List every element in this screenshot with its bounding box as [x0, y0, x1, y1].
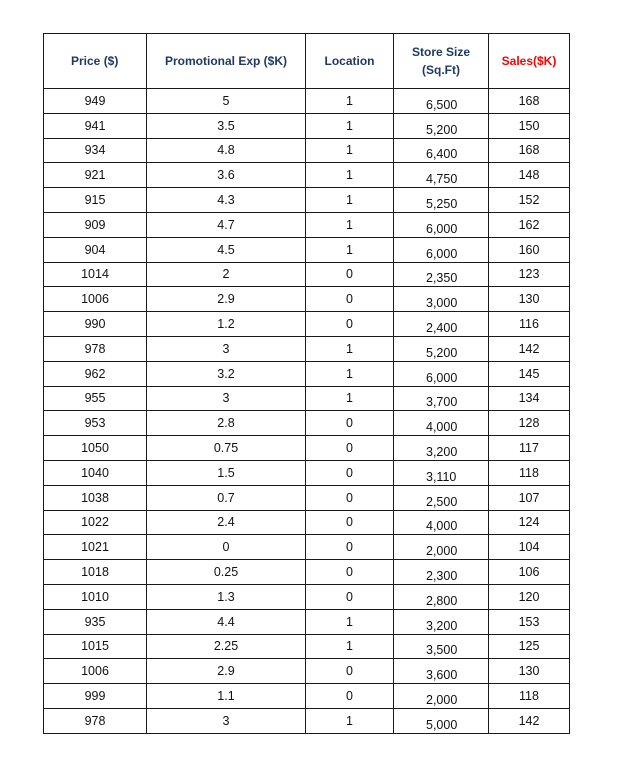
cell-location[interactable]: 1	[306, 634, 394, 659]
cell-store-size[interactable]: 6,000	[394, 237, 489, 262]
cell-location[interactable]: 1	[306, 89, 394, 114]
cell-sales[interactable]: 152	[489, 188, 570, 213]
cell-location[interactable]: 1	[306, 113, 394, 138]
cell-store-size[interactable]: 2,400	[394, 312, 489, 337]
cell-location[interactable]: 1	[306, 609, 394, 634]
cell-store-size[interactable]: 5,200	[394, 113, 489, 138]
cell-promotional-exp[interactable]: 4.4	[147, 609, 306, 634]
cell-price[interactable]: 921	[44, 163, 147, 188]
table-row	[44, 237, 570, 262]
cell-promotional-exp[interactable]: 4.5	[147, 237, 306, 262]
cell-sales[interactable]: 130	[489, 659, 570, 684]
table-row	[44, 361, 570, 386]
cell-store-size[interactable]: 5,200	[394, 336, 489, 361]
cell-promotional-exp[interactable]: 0.25	[147, 560, 306, 585]
cell-location[interactable]: 0	[306, 312, 394, 337]
cell-price[interactable]: 962	[44, 361, 147, 386]
header-promotional-exp[interactable]: Promotional Exp ($K)	[147, 34, 306, 89]
cell-sales[interactable]: 106	[489, 560, 570, 585]
cell-price[interactable]: 941	[44, 113, 147, 138]
cell-price[interactable]: 953	[44, 411, 147, 436]
cell-sales[interactable]: 153	[489, 609, 570, 634]
table-row	[44, 634, 570, 659]
cell-sales[interactable]: 104	[489, 535, 570, 560]
cell-sales[interactable]: 150	[489, 113, 570, 138]
cell-promotional-exp[interactable]: 3.2	[147, 361, 306, 386]
cell-location[interactable]: 0	[306, 411, 394, 436]
cell-sales[interactable]: 118	[489, 460, 570, 485]
cell-location[interactable]: 0	[306, 262, 394, 287]
header-store-size-line2: (Sq.Ft)	[422, 63, 460, 77]
cell-price[interactable]: 1050	[44, 436, 147, 461]
cell-price[interactable]: 1021	[44, 535, 147, 560]
cell-price[interactable]: 934	[44, 138, 147, 163]
cell-sales[interactable]: 162	[489, 212, 570, 237]
cell-promotional-exp[interactable]: 5	[147, 89, 306, 114]
cell-store-size[interactable]: 3,110	[394, 460, 489, 485]
cell-store-size[interactable]: 3,600	[394, 659, 489, 684]
cell-store-size[interactable]: 4,000	[394, 411, 489, 436]
header-sales[interactable]: Sales($K)	[489, 34, 570, 89]
cell-store-size[interactable]: 2,000	[394, 535, 489, 560]
cell-store-size[interactable]: 6,000	[394, 361, 489, 386]
header-row	[44, 34, 570, 89]
cell-store-size[interactable]: 3,700	[394, 386, 489, 411]
cell-location[interactable]: 0	[306, 460, 394, 485]
cell-sales[interactable]: 168	[489, 138, 570, 163]
cell-store-size[interactable]: 3,000	[394, 287, 489, 312]
cell-sales[interactable]: 160	[489, 237, 570, 262]
cell-sales[interactable]: 120	[489, 584, 570, 609]
header-location[interactable]: Location	[306, 34, 394, 89]
cell-price[interactable]: 1018	[44, 560, 147, 585]
cell-location[interactable]: 1	[306, 708, 394, 733]
table-row	[44, 89, 570, 114]
cell-price[interactable]: 1038	[44, 485, 147, 510]
table-row	[44, 138, 570, 163]
cell-price[interactable]: 978	[44, 336, 147, 361]
cell-promotional-exp[interactable]: 2	[147, 262, 306, 287]
cell-location[interactable]: 1	[306, 386, 394, 411]
cell-price[interactable]: 909	[44, 212, 147, 237]
cell-store-size[interactable]: 4,750	[394, 163, 489, 188]
table-header	[44, 34, 570, 89]
cell-sales[interactable]: 142	[489, 336, 570, 361]
cell-promotional-exp[interactable]: 4.7	[147, 212, 306, 237]
cell-location[interactable]: 1	[306, 138, 394, 163]
cell-sales[interactable]: 168	[489, 89, 570, 114]
cell-store-size[interactable]: 2,350	[394, 262, 489, 287]
table-row	[44, 510, 570, 535]
table-row	[44, 188, 570, 213]
cell-store-size[interactable]: 4,000	[394, 510, 489, 535]
table-row	[44, 609, 570, 634]
cell-price[interactable]: 1006	[44, 659, 147, 684]
cell-location[interactable]: 1	[306, 163, 394, 188]
cell-location[interactable]: 0	[306, 485, 394, 510]
header-price[interactable]: Price ($)	[44, 34, 147, 89]
cell-sales[interactable]: 148	[489, 163, 570, 188]
cell-sales[interactable]: 124	[489, 510, 570, 535]
data-table	[43, 33, 570, 734]
table-row	[44, 262, 570, 287]
cell-promotional-exp[interactable]: 2.8	[147, 411, 306, 436]
table-row	[44, 113, 570, 138]
cell-store-size[interactable]: 2,300	[394, 560, 489, 585]
cell-promotional-exp[interactable]: 1.3	[147, 584, 306, 609]
cell-sales[interactable]: 134	[489, 386, 570, 411]
cell-promotional-exp[interactable]: 1.2	[147, 312, 306, 337]
cell-promotional-exp[interactable]: 2.9	[147, 287, 306, 312]
cell-promotional-exp[interactable]: 2.4	[147, 510, 306, 535]
cell-location[interactable]: 0	[306, 510, 394, 535]
cell-sales[interactable]: 125	[489, 634, 570, 659]
cell-price[interactable]: 955	[44, 386, 147, 411]
cell-promotional-exp[interactable]: 4.8	[147, 138, 306, 163]
cell-promotional-exp[interactable]: 4.3	[147, 188, 306, 213]
table-row	[44, 485, 570, 510]
table-row	[44, 287, 570, 312]
cell-sales[interactable]: 107	[489, 485, 570, 510]
cell-promotional-exp[interactable]: 0.7	[147, 485, 306, 510]
table-row	[44, 708, 570, 733]
cell-store-size[interactable]: 2,000	[394, 684, 489, 709]
cell-promotional-exp[interactable]: 0.75	[147, 436, 306, 461]
cell-store-size[interactable]: 3,500	[394, 634, 489, 659]
cell-location[interactable]: 1	[306, 237, 394, 262]
table-row	[44, 336, 570, 361]
cell-location[interactable]: 1	[306, 188, 394, 213]
table-row	[44, 584, 570, 609]
cell-location[interactable]: 0	[306, 684, 394, 709]
header-store-size-line1: Store Size	[411, 45, 471, 59]
cell-store-size[interactable]: 6,500	[394, 89, 489, 114]
cell-promotional-exp[interactable]: 2.9	[147, 659, 306, 684]
table-row	[44, 659, 570, 684]
cell-sales[interactable]: 145	[489, 361, 570, 386]
cell-store-size[interactable]: 6,000	[394, 212, 489, 237]
cell-store-size[interactable]: 2,500	[394, 485, 489, 510]
cell-store-size[interactable]: 2,800	[394, 584, 489, 609]
cell-price[interactable]: 935	[44, 609, 147, 634]
cell-price[interactable]: 999	[44, 684, 147, 709]
cell-promotional-exp[interactable]: 0	[147, 535, 306, 560]
cell-price[interactable]: 1014	[44, 262, 147, 287]
cell-store-size[interactable]: 6,400	[394, 138, 489, 163]
table-row	[44, 535, 570, 560]
cell-price[interactable]: 1015	[44, 634, 147, 659]
cell-sales[interactable]: 128	[489, 411, 570, 436]
cell-store-size[interactable]: 3,200	[394, 609, 489, 634]
table-row	[44, 560, 570, 585]
table-row	[44, 411, 570, 436]
table-body	[44, 89, 570, 734]
cell-store-size[interactable]: 5,000	[394, 708, 489, 733]
cell-promotional-exp[interactable]: 3.5	[147, 113, 306, 138]
cell-location[interactable]: 0	[306, 560, 394, 585]
cell-price[interactable]: 1040	[44, 460, 147, 485]
cell-price[interactable]: 1022	[44, 510, 147, 535]
cell-sales[interactable]: 142	[489, 708, 570, 733]
cell-promotional-exp[interactable]: 3	[147, 386, 306, 411]
cell-promotional-exp[interactable]: 1.1	[147, 684, 306, 709]
cell-sales[interactable]: 123	[489, 262, 570, 287]
table-row	[44, 163, 570, 188]
cell-promotional-exp[interactable]: 3	[147, 336, 306, 361]
cell-price[interactable]: 978	[44, 708, 147, 733]
cell-sales[interactable]: 118	[489, 684, 570, 709]
cell-price[interactable]: 1006	[44, 287, 147, 312]
cell-location[interactable]: 1	[306, 336, 394, 361]
cell-sales[interactable]: 116	[489, 312, 570, 337]
cell-location[interactable]: 0	[306, 436, 394, 461]
cell-sales[interactable]: 130	[489, 287, 570, 312]
table-row	[44, 684, 570, 709]
cell-location[interactable]: 0	[306, 584, 394, 609]
cell-price[interactable]: 949	[44, 89, 147, 114]
header-store-size[interactable]	[394, 34, 489, 89]
cell-price[interactable]: 904	[44, 237, 147, 262]
cell-location[interactable]: 1	[306, 361, 394, 386]
cell-sales[interactable]: 117	[489, 436, 570, 461]
cell-promotional-exp[interactable]: 1.5	[147, 460, 306, 485]
cell-location[interactable]: 0	[306, 535, 394, 560]
table-row	[44, 436, 570, 461]
cell-location[interactable]: 1	[306, 212, 394, 237]
cell-promotional-exp[interactable]: 2.25	[147, 634, 306, 659]
table-row	[44, 212, 570, 237]
cell-location[interactable]: 0	[306, 659, 394, 684]
cell-price[interactable]: 1010	[44, 584, 147, 609]
table-row	[44, 312, 570, 337]
cell-price[interactable]: 990	[44, 312, 147, 337]
cell-price[interactable]: 915	[44, 188, 147, 213]
cell-store-size[interactable]: 3,200	[394, 436, 489, 461]
cell-promotional-exp[interactable]: 3.6	[147, 163, 306, 188]
table-row	[44, 460, 570, 485]
cell-promotional-exp[interactable]: 3	[147, 708, 306, 733]
table-row	[44, 386, 570, 411]
cell-location[interactable]: 0	[306, 287, 394, 312]
cell-store-size[interactable]: 5,250	[394, 188, 489, 213]
